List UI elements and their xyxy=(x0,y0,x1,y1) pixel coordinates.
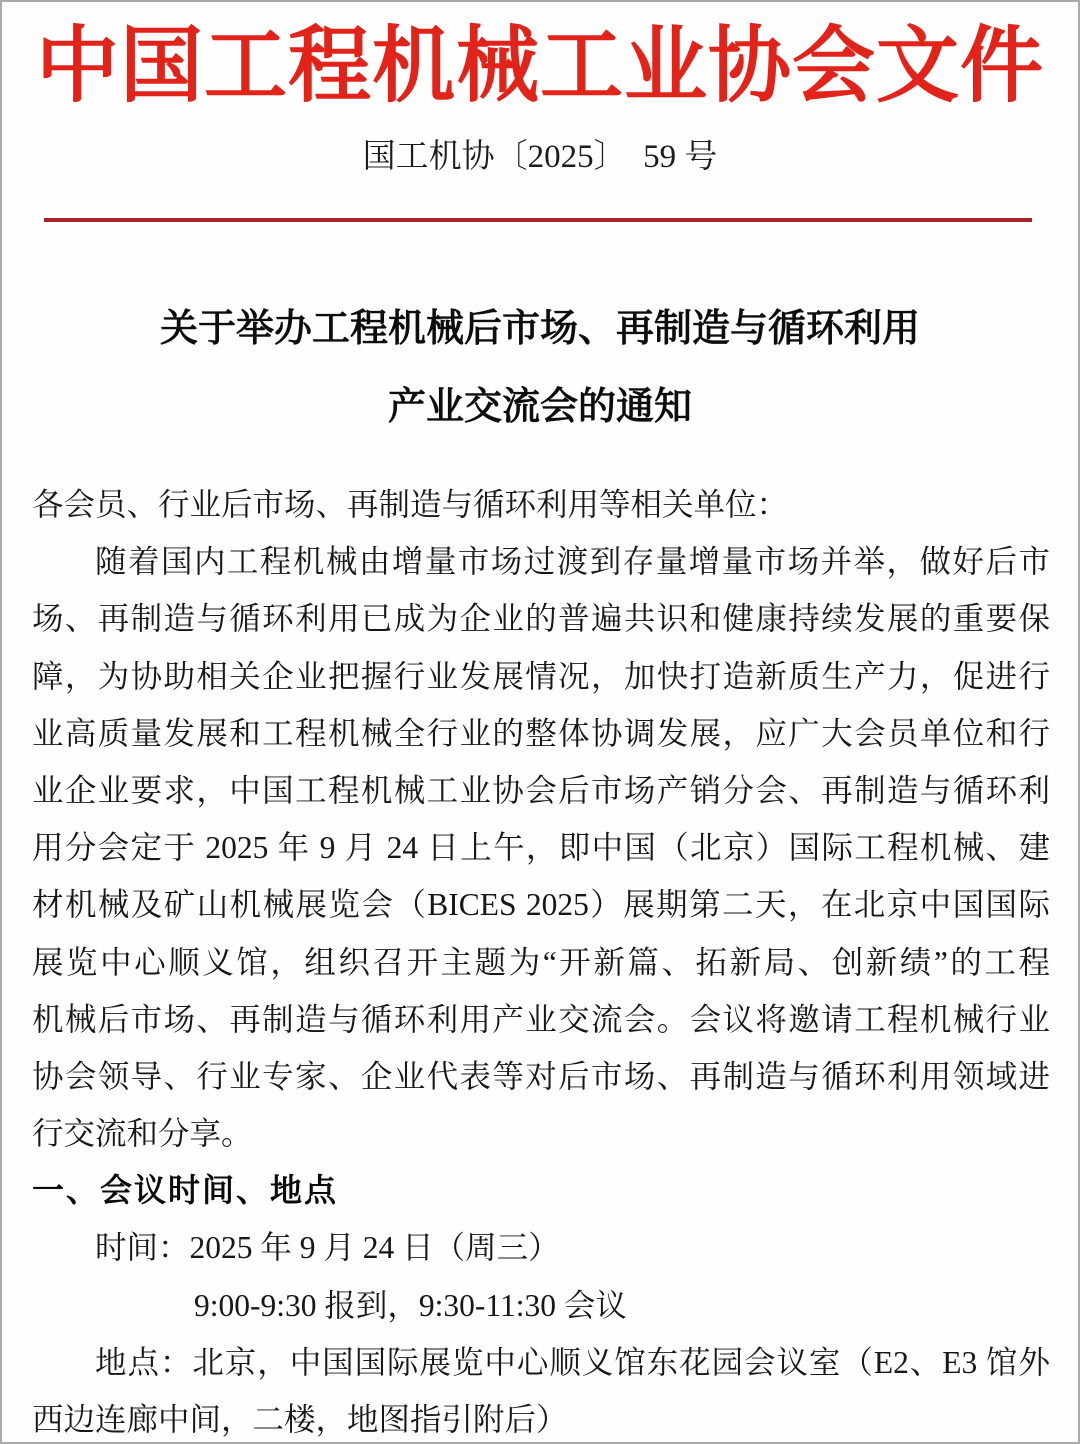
paragraph-line: 协会领导、行业专家、企业代表等对后市场、再制造与循环利用领域进 xyxy=(32,1058,1050,1094)
paragraph-line: 业企业要求，中国工程机械工业协会后市场产销分会、再制造与循环利 xyxy=(32,772,1050,808)
red-divider-rule xyxy=(44,218,1032,222)
paragraph-line: 障，为协助相关企业把握行业发展情况，加快打造新质生产力，促进行 xyxy=(32,658,1050,694)
meeting-location-line1: 地点：北京，中国国际展览中心顺义馆东花园会议室（E2、E3 馆外 xyxy=(95,1344,1050,1380)
paragraph-line: 行交流和分享。 xyxy=(32,1116,253,1152)
paragraph-line: 用分会定于 2025 年 9 月 24 日上午，即中国（北京）国际工程机械、建 xyxy=(32,830,1050,866)
section-heading-meeting-time-place: 一、会议时间、地点 xyxy=(32,1172,339,1209)
paragraph-line: 展览中心顺义馆，组织召开主题为“开新篇、拓新局、创新绩”的工程 xyxy=(32,944,1050,980)
salutation-line: 各会员、行业后市场、再制造与循环利用等相关单位： xyxy=(32,487,789,522)
paragraph-line: 随着国内工程机械由增量市场过渡到存量增量市场并举，做好后市 xyxy=(95,544,1050,580)
notice-title-line1: 关于举办工程机械后市场、再制造与循环利用 xyxy=(159,308,920,350)
paragraph-line: 机械后市场、再制造与循环利用产业交流会。会议将邀请工程机械行业 xyxy=(32,1001,1050,1037)
paragraph-line: 材机械及矿山机械展览会（BICES 2025）展期第二天，在北京中国国际 xyxy=(32,887,1050,923)
notice-title xyxy=(2,290,1078,446)
document-body xyxy=(32,476,1050,1444)
meeting-location-line2: 西边连廊中间，二楼，地图指引附后） xyxy=(32,1402,568,1437)
document-number: 国工机协〔2025〕 59 号 xyxy=(362,139,718,175)
meeting-time-detail-line: 9:00-9:30 报到，9:30-11:30 会议 xyxy=(194,1287,627,1323)
paragraph-line: 业高质量发展和工程机械全行业的整体协调发展，应广大会员单位和行 xyxy=(32,715,1050,751)
paragraph-line: 场、再制造与循环利用已成为企业的普遍共识和健康持续发展的重要保 xyxy=(32,601,1050,637)
org-masthead-title: 中国工程机械工业协会文件 xyxy=(36,20,1044,112)
meeting-time-line: 时间：2025 年 9 月 24 日（周三） xyxy=(95,1230,560,1266)
notice-title-line2: 产业交流会的通知 xyxy=(387,386,692,428)
